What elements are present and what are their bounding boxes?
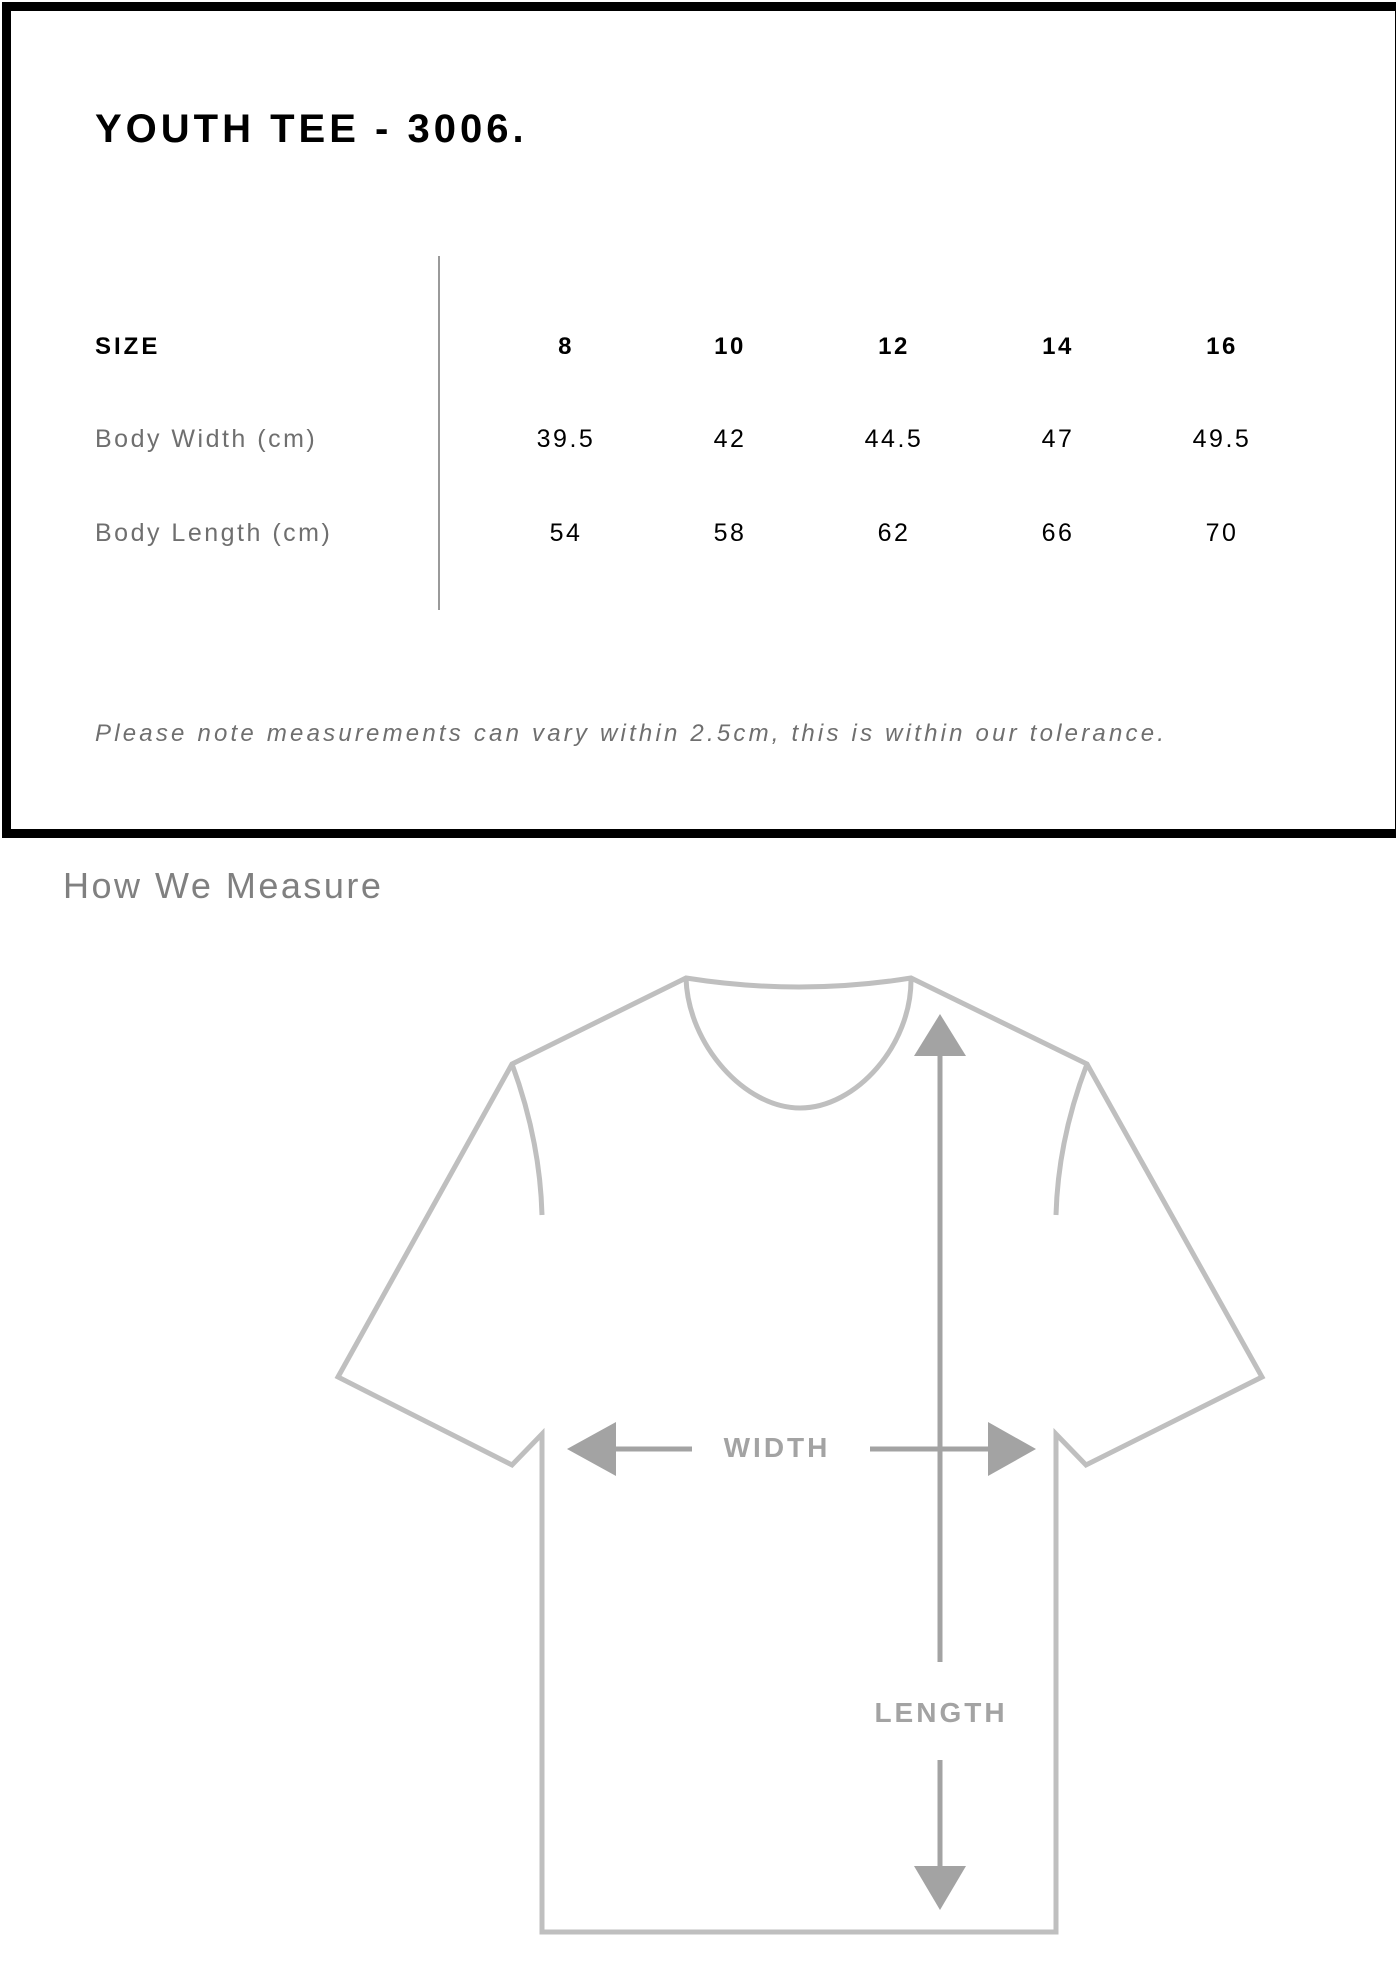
size-header-cell: 12	[878, 333, 910, 360]
body-width-cell: 42	[713, 425, 747, 453]
body-width-cell: 44.5	[864, 425, 924, 453]
body-length-cell: 62	[877, 519, 911, 547]
body-width-cell: 47	[1041, 425, 1075, 453]
width-label: WIDTH	[723, 1432, 831, 1463]
body-length-label: Body Length (cm)	[95, 519, 333, 547]
how-we-measure-title: How We Measure	[63, 865, 384, 906]
length-label: LENGTH	[874, 1697, 1008, 1728]
body-length-cell: 66	[1041, 519, 1075, 547]
size-header-label: SIZE	[95, 333, 161, 360]
body-length-cell: 58	[713, 519, 747, 547]
size-header-cell: 14	[1042, 333, 1074, 360]
tolerance-note: Please note measurements can vary within 2.5cm, this is within our tolerance.	[95, 720, 1168, 747]
product-title: YOUTH TEE - 3006.	[95, 107, 528, 151]
body-width-cell: 39.5	[536, 425, 596, 453]
body-width-cell: 49.5	[1192, 425, 1252, 453]
double-arrow-vertical-icon	[914, 1014, 966, 1910]
body-width-label: Body Width (cm)	[95, 425, 318, 453]
body-length-cell: 54	[549, 519, 583, 547]
size-header-cell: 8	[558, 333, 574, 360]
size-header-cell: 10	[714, 333, 746, 360]
body-length-cell: 70	[1205, 519, 1239, 547]
size-header-cell: 16	[1206, 333, 1238, 360]
